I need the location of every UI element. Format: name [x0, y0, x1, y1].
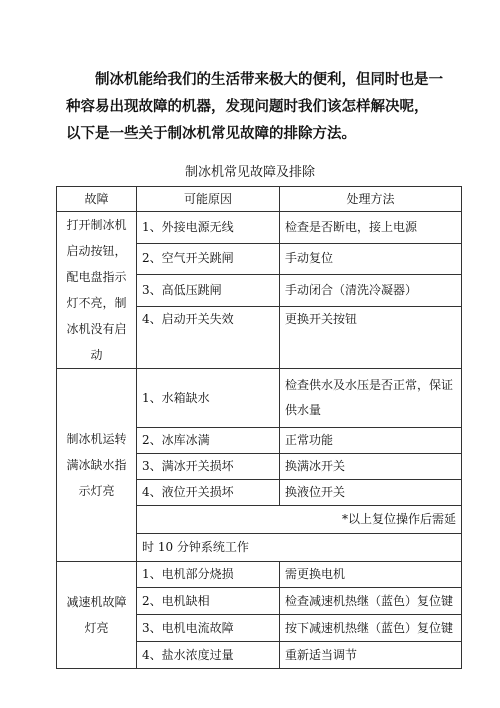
- fault-cell: 打开制冰机启动按钮，配电盘指示灯不亮，制冰机没有启动: [57, 212, 137, 369]
- note-line-1: *以上复位操作后需延: [137, 506, 462, 534]
- note-line-2: 时 10 分钟系统工作: [137, 534, 462, 562]
- solution-cell: 手动复位: [280, 243, 462, 275]
- cause-cell: 4、液位开关损坏: [137, 480, 280, 506]
- solution-cell: 检查减速机热继（蓝色）复位键: [280, 588, 462, 615]
- header-solution: 处理方法: [280, 187, 462, 212]
- intro-line-1: 制冰机能给我们的生活带来极大的便利，但同时也是一: [95, 71, 443, 88]
- cause-cell: 2、电机缺相: [137, 588, 280, 615]
- cause-cell: 2、空气开关跳闸: [137, 243, 280, 275]
- cause-cell: 4、启动开关失效: [137, 306, 280, 368]
- intro-paragraph: [66, 66, 446, 147]
- table-title: 制冰机常见故障及排除: [184, 165, 315, 180]
- solution-cell: 手动闭合（清洗冷凝器）: [280, 275, 462, 307]
- fault-cell: 制冰机运转满冰缺水指示灯亮: [57, 369, 137, 562]
- solution-cell: 检查是否断电，接上电源: [280, 212, 462, 244]
- header-fault: 故障: [57, 187, 137, 212]
- cause-cell: 2、冰库冰满: [137, 428, 280, 454]
- cause-cell: 4、盐水浓度过量: [137, 642, 280, 669]
- solution-cell: 正常功能: [280, 428, 462, 454]
- solution-cell: 重新适当调节: [280, 642, 462, 669]
- solution-cell: 检查供水及水压是否正常，保证供水量: [280, 369, 462, 428]
- fault-table: [56, 186, 462, 669]
- table-row: [57, 212, 462, 244]
- cause-cell: 3、满冰开关损坏: [137, 454, 280, 480]
- table-row: [57, 562, 462, 588]
- fault-cell: 减速机故障灯亮: [57, 562, 137, 669]
- cause-cell: 1、水箱缺水: [137, 369, 280, 428]
- cause-cell: 1、外接电源无线: [137, 212, 280, 244]
- cause-cell: 1、电机部分烧损: [137, 562, 280, 588]
- header-cause: 可能原因: [137, 187, 280, 212]
- solution-cell: 需更换电机: [280, 562, 462, 588]
- solution-cell: 更换开关按钮: [280, 306, 462, 368]
- table-header-row: [57, 187, 462, 212]
- cause-cell: 3、电机电流故障: [137, 615, 280, 642]
- solution-cell: 换满冰开关: [280, 454, 462, 480]
- solution-cell: 按下减速机热继（蓝色）复位键: [280, 615, 462, 642]
- cause-cell: 3、高低压跳闸: [137, 275, 280, 307]
- table-row: [57, 369, 462, 428]
- intro-line-2: 种容易出现故障的机器，发现问题时我们该怎样解决呢，: [66, 98, 429, 115]
- intro-line-3: 以下是一些关于制冰机常见故障的排除方法。: [66, 125, 356, 142]
- solution-cell: 换液位开关: [280, 480, 462, 506]
